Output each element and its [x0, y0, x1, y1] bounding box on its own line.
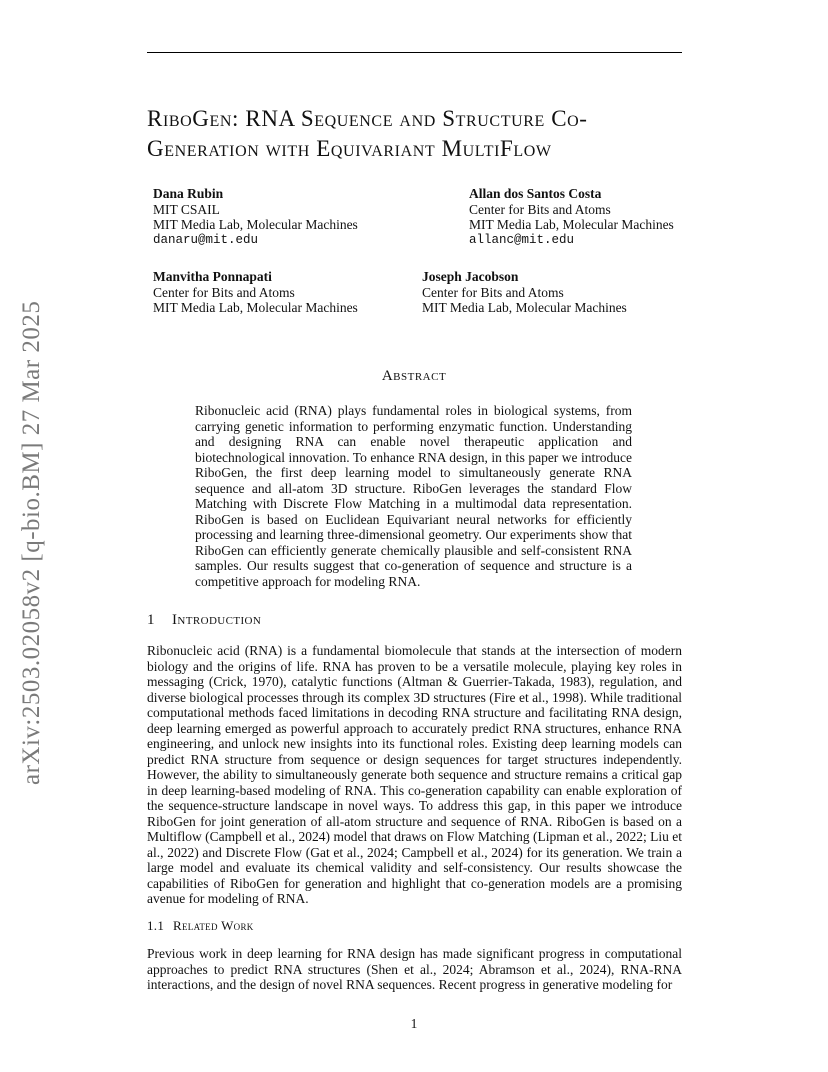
top-rule — [147, 52, 682, 53]
author-affiliation: Center for Bits and Atoms — [422, 284, 564, 300]
author-name: Joseph Jacobson — [422, 269, 519, 284]
author-affiliation: MIT Media Lab, Molecular Machines — [422, 300, 627, 315]
introduction-paragraph: Ribonucleic acid (RNA) is a fundamental biomolecule that stands at the intersection of modern biology and the origins of life. RNA has proven to be a versatile molecule, playing key roles in messaging (Crick, 1970), catalytic functions (Altman & Guerrier-Takada, 1983), regulation, and diverse biological processes through its complex 3D structures (Fire et al., 1998). While traditional computational methods faced limitations in decoding RNA structure and facilitating RNA design, deep learning emerged as powerful approach to accurately predict RNA structures, enhance RNA engineering, and unlock new insights into its functional roles. Existing deep learning models can predict RNA structure from sequence or design sequences for target structures independently. However, the ability to simultaneously generate both sequence and structure remains a critical gap in deep learning-based modeling of RNA. This co-generation capability can enable exploration of the sequence-structure landscape in novel ways. To address this gap, in this paper we introduce RiboGen for joint generation of all-atom structure and sequence of RNA. RiboGen is based on a Multiflow (Campbell et al., 2024) model that draws on Flow Matching (Lipman et al., 2022; Liu et al., 2022) and Discrete Flow (Gat et al., 2024; Campbell et al., 2024) for its generation. We train a large model and evaluate its chemical validity and self-consistency. Our results showcase the capabilities of RiboGen for generation and highlight that co-generation models are a promising avenue for modeling of RNA. — [147, 643, 682, 906]
page-number: 1 — [410, 1016, 418, 1031]
abstract-heading: Abstract — [381, 368, 447, 384]
subsection-heading-related-work — [147, 918, 254, 934]
author-name: Allan dos Santos Costa — [469, 186, 602, 201]
section-title: Introduction — [172, 612, 262, 628]
author-affiliation: Center for Bits and Atoms — [153, 284, 295, 300]
author-affiliation: MIT Media Lab, Molecular Machines — [469, 217, 674, 232]
author-block-1 — [153, 186, 358, 248]
author-affiliation: MIT Media Lab, Molecular Machines — [153, 300, 358, 315]
subsection-number: 1.1 — [147, 918, 165, 933]
author-affiliation: MIT Media Lab, Molecular Machines — [153, 217, 358, 232]
abstract-body: Ribonucleic acid (RNA) plays fundamental roles in biological systems, from carrying genetic information to performing enzymatic function. Understanding and designing RNA can enable novel therapeutic application and biotechnological innovation. To enhance RNA design, in this paper we introduce RiboGen, the first deep learning model to simultaneously generate RNA sequence and all-atom 3D structure. RiboGen leverages the standard Flow Matching with Discrete Flow Matching in a multimodal data representation. RiboGen is based on Euclidean Equivariant neural networks for efficiently processing and learning three-dimensional geometry. Our experiments show that RiboGen can efficiently generate chemically plausible and self-consistent RNA samples. Our results suggest that co-generation of sequence and structure is a competitive approach for modeling RNA. — [195, 403, 632, 590]
subsection-title: Related Work — [173, 918, 254, 933]
author-block-2 — [469, 186, 674, 248]
author-affiliation: Center for Bits and Atoms — [469, 201, 611, 217]
section-heading-introduction — [147, 612, 261, 629]
author-email[interactable]: danaru@mit.edu — [153, 232, 259, 247]
title-line-2: Generation with Equivariant MultiFlow — [147, 136, 552, 161]
paper-title — [147, 104, 692, 164]
author-block-3 — [153, 269, 358, 316]
title-line-1: RiboGen: RNA Sequence and Structure Co- — [147, 106, 588, 131]
related-work-paragraph: Previous work in deep learning for RNA design has made significant progress in computational approaches to predict RNA structures (Shen et al., 2024; Abramson et al., 2024), RNA-RNA interactions, and the design of novel RNA sequences. Recent progress in generative modeling for — [147, 946, 682, 992]
author-email[interactable]: allanc@mit.edu — [469, 232, 575, 247]
section-number: 1 — [147, 612, 155, 628]
author-name: Manvitha Ponnapati — [153, 269, 272, 284]
author-name: Dana Rubin — [153, 186, 224, 201]
arxiv-stamp: arXiv:2503.02058v2 [q-bio.BM] 27 Mar 2025 — [18, 300, 45, 785]
author-block-4 — [422, 269, 627, 316]
author-affiliation: MIT CSAIL — [153, 201, 220, 217]
